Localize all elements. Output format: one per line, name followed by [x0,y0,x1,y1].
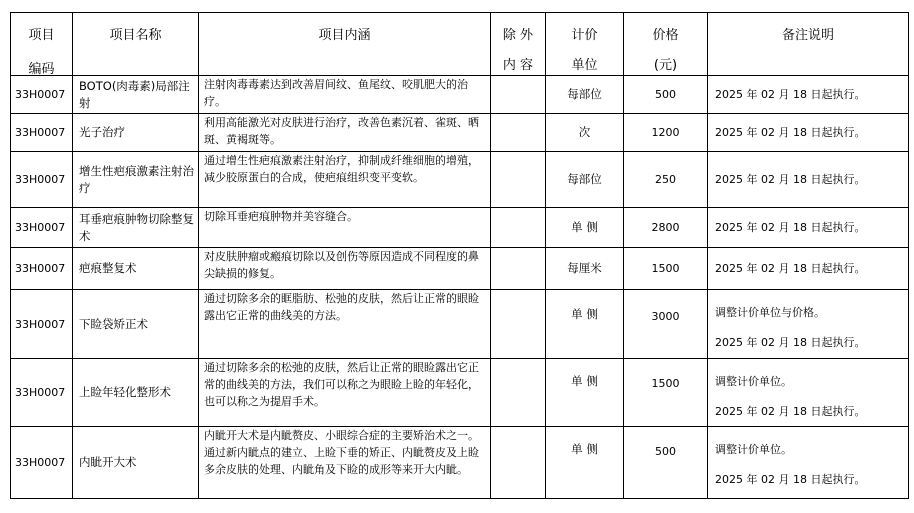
header-price-line1: 价格 [652,28,679,43]
cell-code: 33H0007 [11,76,73,114]
cell-content: 注射肉毒毒素达到改善眉间纹、鱼尾纹、咬肌肥大的治疗。 [199,76,491,114]
cell-price: 1500 [624,248,708,290]
cell-excl [491,427,546,499]
cell-unit: 次 [546,114,624,152]
header-content-label: 项目内涵 [318,28,371,43]
table-row [11,152,909,208]
cell-code: 33H0007 [11,208,73,248]
header-code [11,13,73,76]
pricing-table [10,12,909,499]
table-row [11,359,909,427]
header-price-line2: (元) [653,58,678,73]
note-line: 调整计价单位。 [715,375,792,388]
cell-code: 33H0007 [11,152,73,208]
cell-note [708,76,909,114]
header-excl-line1: 除 外 [502,28,534,43]
cell-name: 增生性疤痕激素注射治疗 [73,152,199,208]
header-unit-line2: 单位 [571,58,598,73]
cell-name: 下睑袋矫正术 [73,290,199,359]
table-row [11,290,909,359]
cell-name: 上睑年轻化整形术 [73,359,199,427]
cell-excl [491,359,546,427]
header-unit [546,13,624,76]
cell-name: 光子治疗 [73,114,199,152]
cell-excl [491,290,546,359]
header-note-label: 备注说明 [781,28,834,43]
cell-content: 通过切除多余的松弛的皮肤，然后让正常的眼睑露出它正常的曲线美的方法，我们可以称之为眼睑上睑的年轻化，也可以称之为提眉手术。 [199,359,491,427]
table-row [11,76,909,114]
note-line: 2025 年 02 月 18 日起执行。 [715,336,866,349]
note-line: 2025 年 02 月 18 日起执行。 [715,126,866,139]
header-unit-line1: 计价 [571,28,598,43]
cell-note [708,208,909,248]
cell-unit: 每部位 [546,76,624,114]
cell-code: 33H0007 [11,290,73,359]
note-line: 调整计价单位。 [715,443,792,456]
cell-content: 利用高能激光对皮肤进行治疗，改善色素沉着、雀斑、晒斑、黄褐斑等。 [199,114,491,152]
cell-note [708,114,909,152]
cell-price: 3000 [624,290,708,359]
cell-price: 1200 [624,114,708,152]
cell-unit: 单 侧 [546,208,624,248]
cell-price: 500 [624,427,708,499]
cell-unit: 每厘米 [546,248,624,290]
header-name-label: 项目名称 [109,28,162,43]
header-code-line1: 项目 [28,28,55,43]
note-line: 2025 年 02 月 18 日起执行。 [715,262,866,275]
cell-note [708,359,909,427]
cell-name: 疤痕整复术 [73,248,199,290]
cell-excl [491,114,546,152]
table-row [11,114,909,152]
note-line: 2025 年 02 月 18 日起执行。 [715,173,866,186]
note-line: 调整计价单位与价格。 [715,306,825,319]
header-code-line2: 编码 [28,62,55,77]
cell-content: 通过切除多余的眶脂肪、松弛的皮肤，然后让正常的眼睑露出它正常的曲线美的方法。 [199,290,491,359]
header-excl-line2: 内 容 [502,58,534,73]
cell-note [708,290,909,359]
cell-unit: 单 侧 [546,290,624,359]
cell-note [708,152,909,208]
cell-unit: 单 侧 [546,427,624,499]
cell-content: 内眦开大术是内眦赘皮、小眼综合症的主要矫治术之一。通过新内眦点的建立、上睑下垂的矫正、内眦赘皮及上睑多余皮肤的处理、内眦角及下睑的成形等来开大内眦。 [199,427,491,499]
cell-content: 对皮肤肿瘤或瘢痕切除以及创伤等原因造成不同程度的鼻尖缺损的修复。 [199,248,491,290]
table-row [11,208,909,248]
cell-name: BOTO(肉毒素)局部注射 [73,76,199,114]
cell-unit: 每部位 [546,152,624,208]
header-price [624,13,708,76]
cell-code: 33H0007 [11,248,73,290]
cell-excl [491,152,546,208]
note-line: 2025 年 02 月 18 日起执行。 [715,405,866,418]
cell-name: 内眦开大术 [73,427,199,499]
table-row [11,427,909,499]
cell-note [708,427,909,499]
table-row [11,248,909,290]
note-line: 2025 年 02 月 18 日起执行。 [715,88,866,101]
cell-price: 2800 [624,208,708,248]
cell-excl [491,248,546,290]
cell-code: 33H0007 [11,114,73,152]
header-note [708,13,909,76]
cell-excl [491,76,546,114]
cell-content: 切除耳垂疤痕肿物并美容缝合。 [199,208,491,248]
cell-price: 250 [624,152,708,208]
note-line: 2025 年 02 月 18 日起执行。 [715,473,866,486]
cell-unit: 单 侧 [546,359,624,427]
header-row [11,13,909,76]
note-line: 2025 年 02 月 18 日起执行。 [715,221,866,234]
header-content [199,13,491,76]
cell-name: 耳垂疤痕肿物切除整复术 [73,208,199,248]
cell-note [708,248,909,290]
cell-price: 1500 [624,359,708,427]
header-excl [491,13,546,76]
cell-content: 通过增生性疤痕激素注射治疗，抑制成纤维细胞的增殖，减少胶原蛋白的合成，使疤痕组织变平变软。 [199,152,491,208]
cell-excl [491,208,546,248]
cell-code: 33H0007 [11,359,73,427]
header-name [73,13,199,76]
cell-code: 33H0007 [11,427,73,499]
cell-price: 500 [624,76,708,114]
